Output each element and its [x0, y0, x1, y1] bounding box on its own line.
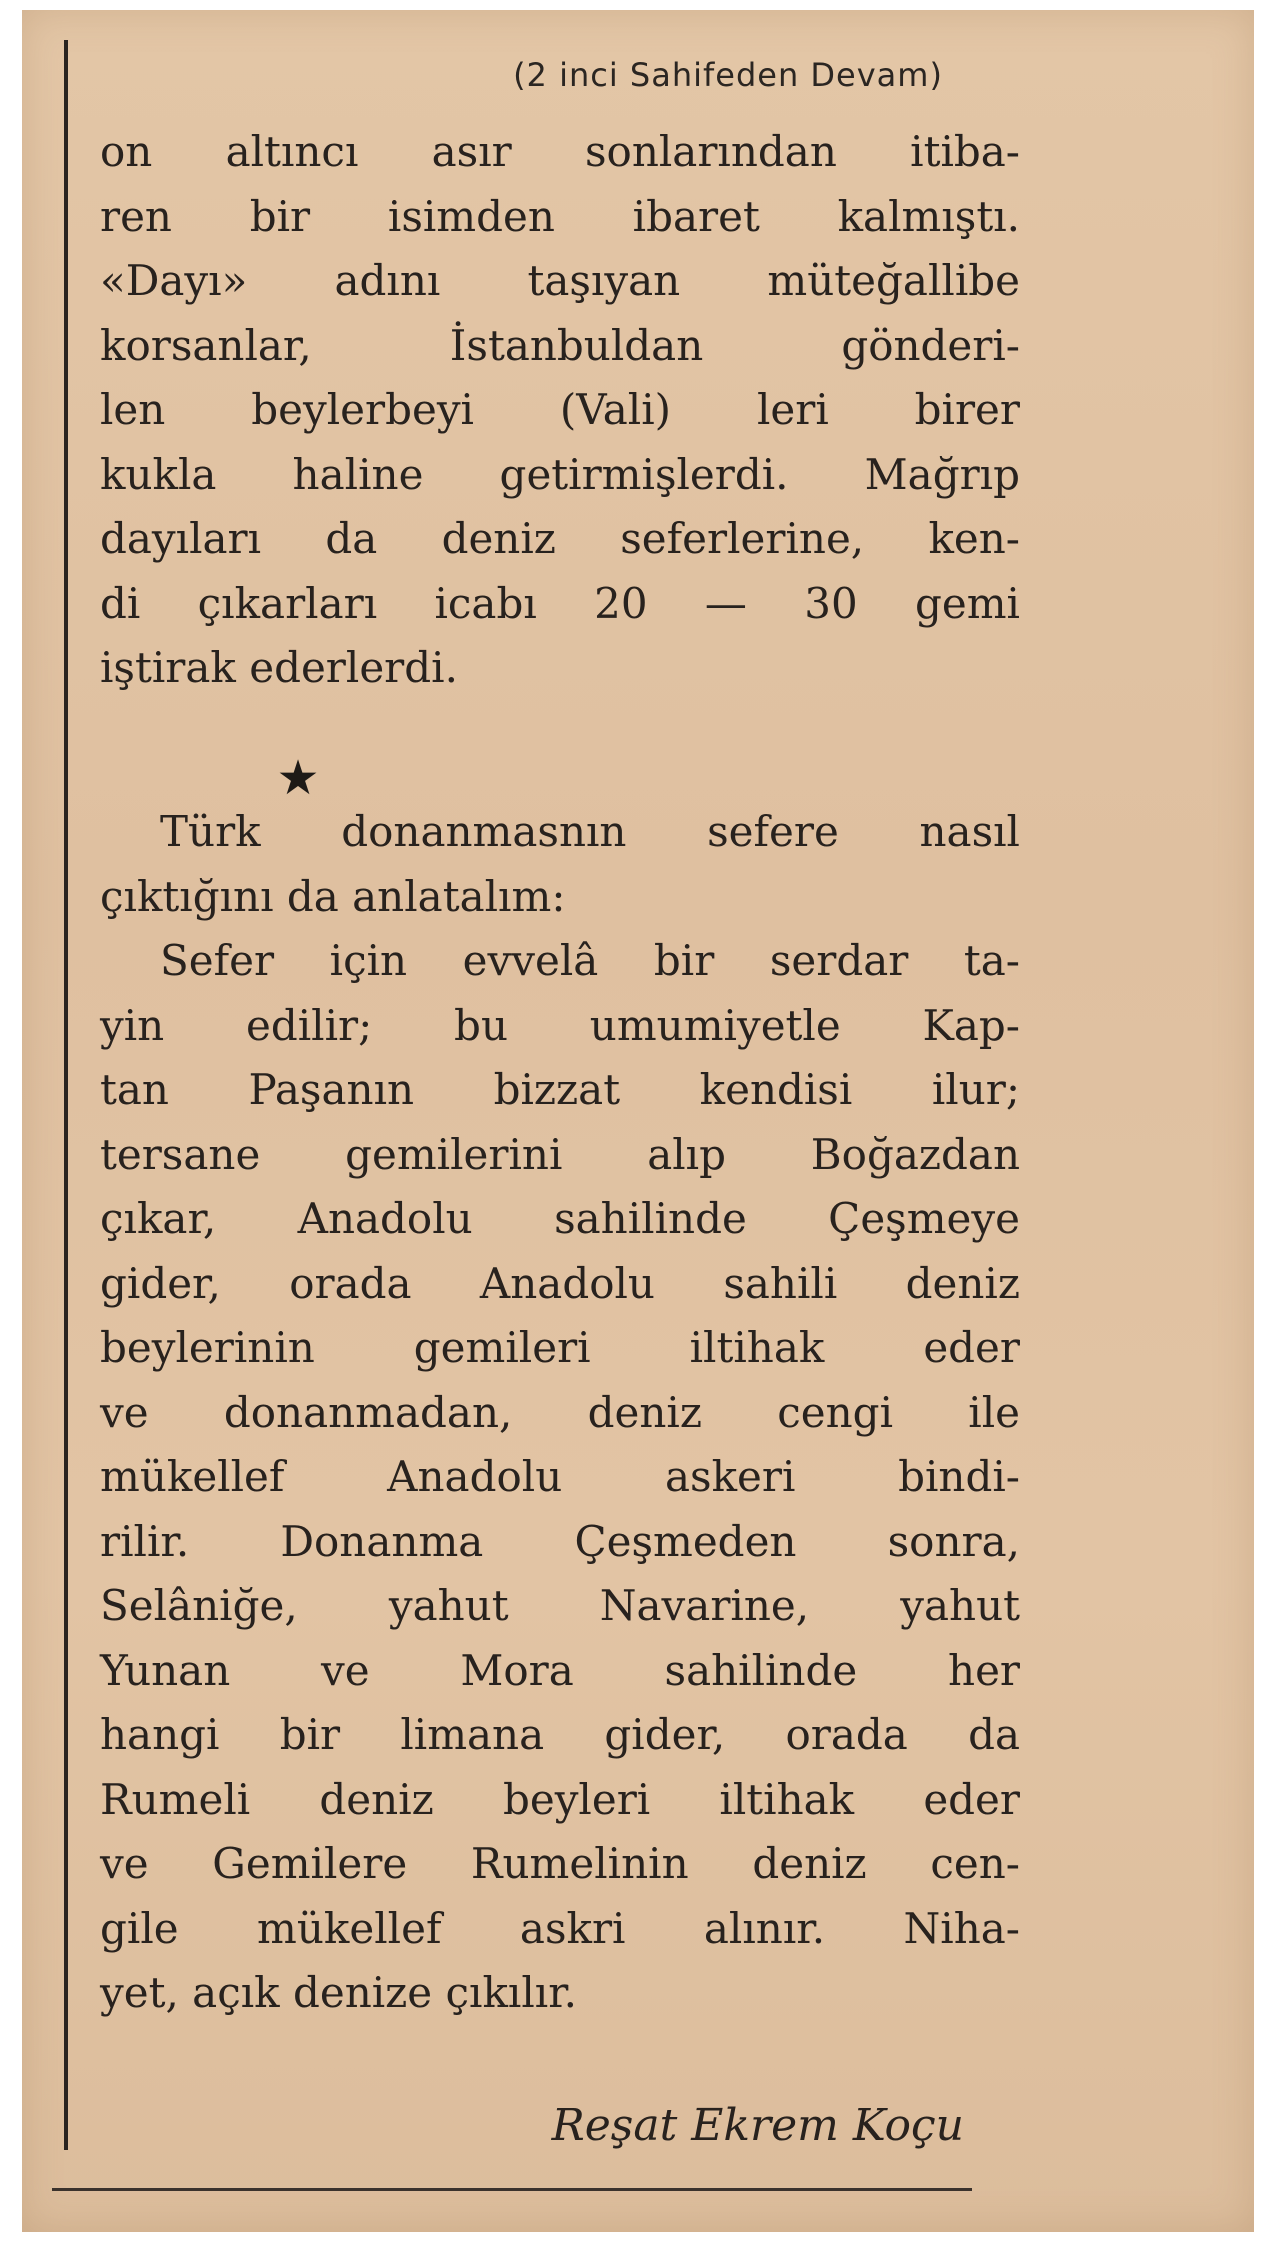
text-line: di çıkarları icabı 20 — 30 gemi: [100, 578, 1020, 628]
article-paragraph-2: [100, 800, 1020, 2026]
text-line: beylerinin gemileri iltihak eder: [100, 1323, 1020, 1372]
text-line: çıkar, Anadolu sahilinde Çeşmeye: [100, 1194, 1020, 1243]
text-line: gider, orada Anadolu sahili deniz: [100, 1258, 1020, 1308]
text-line: çıktığını da anlatalım:: [100, 871, 566, 921]
newspaper-clipping: [22, 10, 1254, 2232]
text-line: gile mükellef askri alınır. Niha-: [100, 1903, 1020, 1953]
text-line: on altıncı asır sonlarından itiba-: [100, 127, 1020, 176]
text-line: «Dayı» adını taşıyan müteğallibe: [100, 256, 1020, 305]
text-line: ve Gemilere Rumelinin deniz cen-: [100, 1839, 1020, 1888]
text-line: len beylerbeyi (Vali) leri birer: [100, 385, 1020, 434]
text-line: ve donanmadan, deniz cengi ile: [100, 1387, 1020, 1437]
text-line: tersane gemilerini alıp Boğazdan: [100, 1129, 1020, 1179]
column-rule-bottom: [52, 2188, 972, 2191]
text-line: korsanlar, İstanbuldan gönderi-: [100, 320, 1020, 370]
text-line: tan Paşanın bizzat kendisi ilur;: [100, 1065, 1020, 1114]
text-line: Rumeli deniz beyleri iltihak eder: [100, 1774, 1020, 1824]
text-line: Türk donanmasnın sefere nasıl: [160, 807, 1020, 856]
text-line: yet, açık denize çıkılır.: [100, 1968, 578, 2017]
text-line: dayıları da deniz seferlerine, ken-: [100, 514, 1020, 563]
text-line: rilir. Donanma Çeşmeden sonra,: [100, 1516, 1020, 1566]
star-separator: ★: [276, 750, 320, 806]
text-line: hangi bir limana gider, orada da: [100, 1710, 1020, 1759]
author-signature: Reşat Ekrem Koçu: [551, 2100, 964, 2151]
text-line: mükellef Anadolu askeri bindi-: [100, 1452, 1020, 1501]
column-rule-left: [64, 40, 68, 2150]
text-line: Selâniğe, yahut Navarine, yahut: [100, 1581, 1020, 1630]
text-line: kukla haline getirmişlerdi. Mağrıp: [100, 449, 1020, 499]
continuation-note: (2 inci Sahifeden Devam): [513, 56, 943, 94]
text-line: iştirak ederlerdi.: [100, 643, 458, 692]
text-line: Sefer için evvelâ bir serdar ta-: [160, 936, 1020, 985]
article-paragraph-1: [100, 120, 1020, 701]
text-line: ren bir isimden ibaret kalmıştı.: [100, 191, 1020, 241]
text-line: yin edilir; bu umumiyetle Kap-: [100, 1000, 1020, 1050]
text-line: Yunan ve Mora sahilinde her: [100, 1645, 1020, 1695]
